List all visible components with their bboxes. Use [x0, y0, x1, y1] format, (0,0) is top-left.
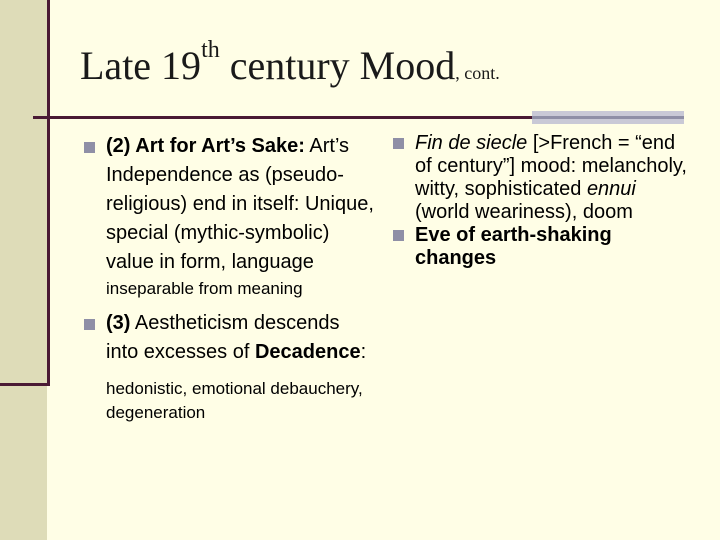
bullet-colon: : — [360, 341, 367, 363]
sidebar-divider — [0, 383, 47, 386]
title-cont: , cont. — [455, 63, 500, 83]
title-superscript: th — [201, 37, 220, 63]
underline-accent-line — [532, 116, 684, 119]
slide-title — [80, 37, 500, 97]
bullet-fin-de-siecle — [393, 132, 693, 224]
vertical-rule — [47, 0, 50, 386]
bullet-italic-term: ennui — [586, 178, 636, 200]
title-rest: century Mood — [219, 43, 456, 88]
bullet-body: (world weariness), doom — [415, 201, 633, 223]
left-column — [84, 132, 374, 425]
bullet-small-text: inseparable from meaning — [106, 279, 303, 298]
square-bullet-icon — [393, 138, 404, 149]
square-bullet-icon — [84, 142, 95, 153]
square-bullet-icon — [84, 319, 95, 330]
bullet-body: [>French = “end of century”] mood: melancholy, witty, sophisticated — [415, 132, 687, 200]
bullet-eve-of-changes — [393, 224, 693, 270]
sidebar-band — [0, 0, 47, 540]
bullet-body: Art’s Independence as (pseudo-religious) end in itself: Unique, special (mythic-symbolic) value in form, language — [106, 135, 374, 273]
bullet-art-for-arts-sake — [84, 132, 374, 301]
right-column — [393, 132, 693, 270]
bullet-number: (3) — [106, 312, 131, 334]
bullet-bold-text: Eve of earth-shaking changes — [415, 224, 612, 269]
title-main: Late 19 — [80, 43, 202, 88]
square-bullet-icon — [393, 230, 404, 241]
bullet-bold-term: Decadence — [254, 341, 361, 363]
bullet-aestheticism — [84, 309, 374, 425]
bullet-heading: (2) Art for Art’s Sake: — [106, 135, 305, 157]
bullet-body: Aestheticism descends into excesses of — [106, 312, 340, 363]
bullet-italic-term: Fin de siecle — [415, 132, 528, 154]
bullet-small-text: hedonistic, emotional debauchery, degeneration — [106, 379, 363, 422]
